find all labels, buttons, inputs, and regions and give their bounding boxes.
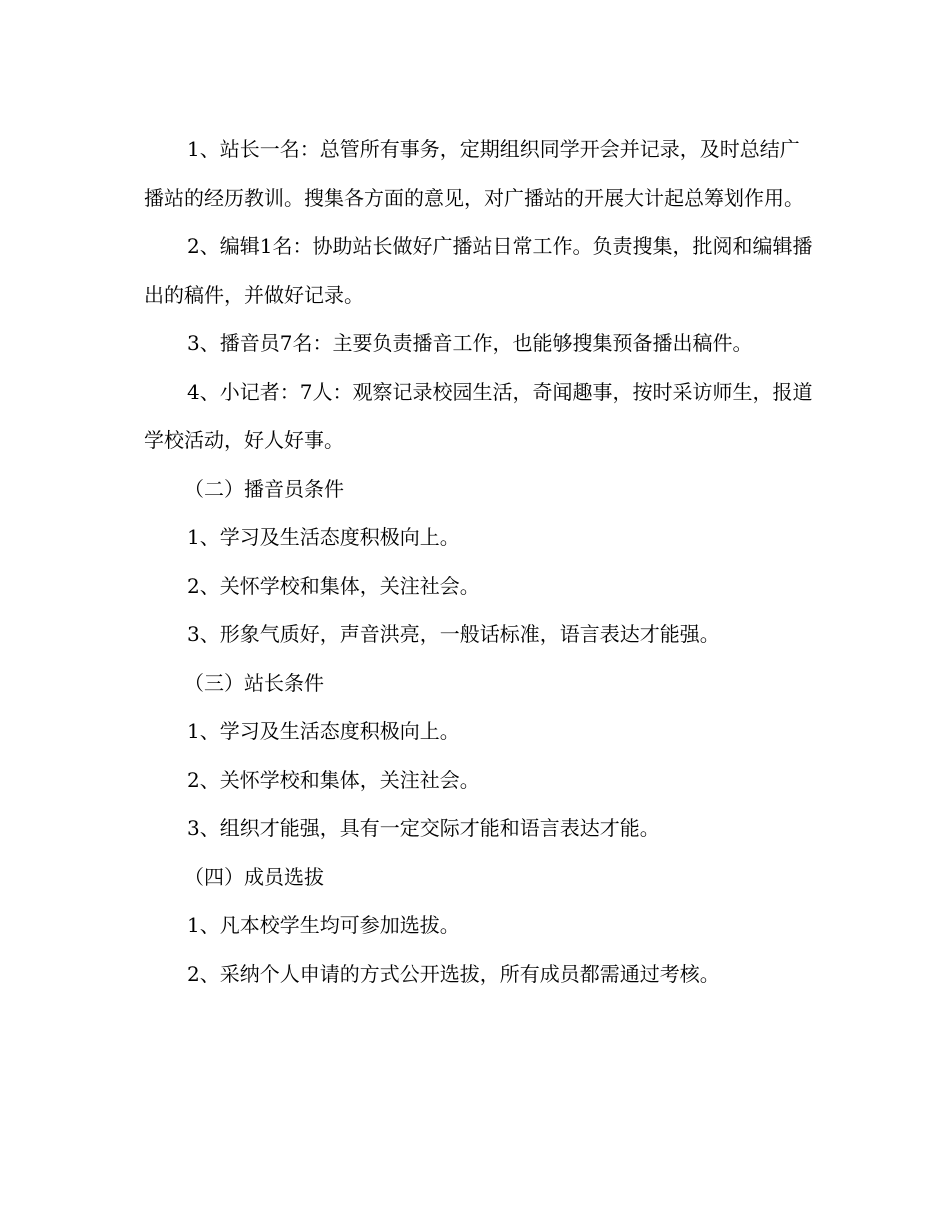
- section-heading-member-selection: （四）成员选拔: [184, 864, 324, 889]
- list-item: 3、组织才能强，具有一定交际才能和语言表达才能。: [187, 816, 660, 840]
- list-item: 2、关怀学校和集体，关注社会。: [187, 767, 480, 792]
- paragraph-station-head: 1、站长一名：总管所有事务，定期组织同学开会并记录，及时总结广播站的经历教训。搜集各方面的意见，对广播站的开展大计起总筹划作用。: [144, 137, 804, 210]
- paragraph-announcer: 3、播音员7名：主要负责播音工作，也能够搜集预备播出稿件。: [187, 331, 753, 355]
- paragraph-editor: 2、编辑1名：协助站长做好广播站日常工作。负责搜集，批阅和编辑播出的稿件，并做好记录。: [144, 234, 813, 307]
- list-item: 2、关怀学校和集体，关注社会。: [187, 573, 480, 598]
- section-heading-head-conditions: （三）站长条件: [184, 670, 324, 695]
- document-body: [144, 125, 814, 998]
- section-heading-announcer-conditions: （二）播音员条件: [184, 476, 344, 501]
- list-item: 2、采纳个人申请的方式公开选拔，所有成员都需通过考核。: [187, 961, 720, 986]
- list-item: 3、形象气质好，声音洪亮，一般话标准，语言表达才能强。: [187, 622, 720, 646]
- list-item: 1、凡本校学生均可参加选拔。: [187, 913, 460, 937]
- paragraph-reporter: 4、小记者：7人：观察记录校园生活，奇闻趣事，按时采访师生，报道学校活动，好人好事。: [144, 379, 813, 452]
- list-item: 1、学习及生活态度积极向上。: [187, 719, 460, 743]
- list-item: 1、学习及生活态度积极向上。: [187, 525, 460, 549]
